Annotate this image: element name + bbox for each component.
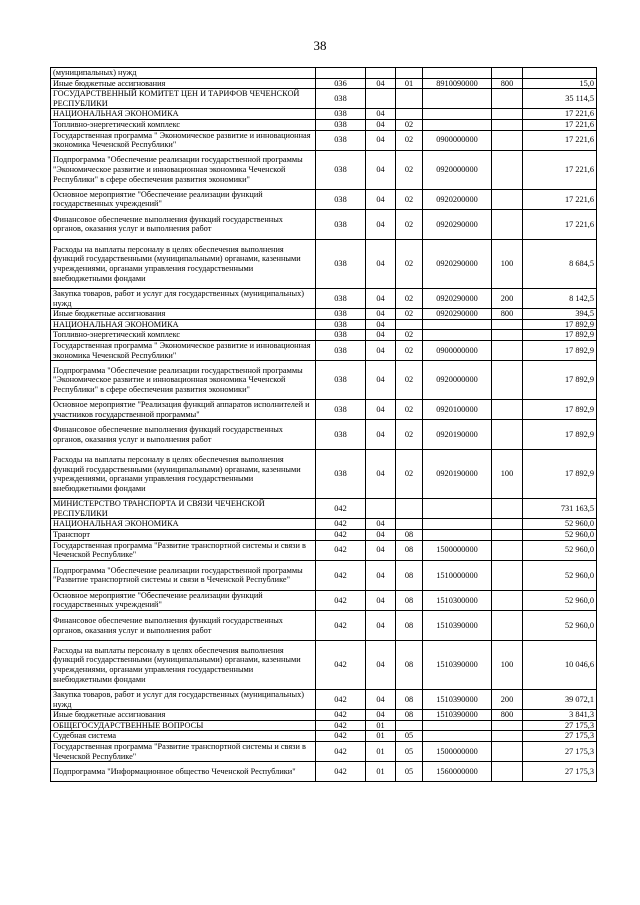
row-amount-cell: 17 221,6 [523, 209, 597, 239]
table-row [51, 519, 597, 530]
row-subsection-cell: 02 [396, 420, 423, 450]
row-grbs-cell: 042 [316, 762, 366, 782]
table-row [51, 590, 597, 610]
row-subsection-cell [396, 109, 423, 120]
row-target-article-cell [423, 519, 492, 530]
row-subsection-cell: 02 [396, 119, 423, 130]
row-target-article-cell: 1510390000 [423, 641, 492, 690]
row-section-cell: 04 [366, 109, 396, 120]
row-section-cell: 04 [366, 590, 396, 610]
row-subsection-cell: 02 [396, 450, 423, 499]
row-grbs-cell: 042 [316, 641, 366, 690]
row-amount-cell [523, 68, 597, 79]
row-subsection-cell: 08 [396, 690, 423, 710]
row-section-cell: 01 [366, 720, 396, 731]
table-row [51, 450, 597, 499]
row-expense-type-cell: 800 [492, 309, 523, 320]
row-target-article-cell [423, 720, 492, 731]
row-section-cell: 04 [366, 530, 396, 541]
row-target-article-cell: 0920290000 [423, 239, 492, 288]
row-amount-cell: 17 892,9 [523, 319, 597, 330]
table-row [51, 710, 597, 721]
table-row [51, 641, 597, 690]
table-row [51, 239, 597, 288]
row-target-article-cell: 0920000000 [423, 361, 492, 400]
row-target-article-cell [423, 89, 492, 109]
row-grbs-cell: 038 [316, 361, 366, 400]
row-expense-type-cell [492, 400, 523, 420]
table-row [51, 119, 597, 130]
row-amount-cell: 3 841,3 [523, 710, 597, 721]
row-amount-cell: 17 892,9 [523, 400, 597, 420]
row-subsection-cell: 02 [396, 209, 423, 239]
row-amount-cell: 17 892,9 [523, 450, 597, 499]
row-name-cell: Расходы на выплаты персоналу в целях обеспечения выполнения функций государственными (муниципальными) органами, казенными учреждениями, органами управления государственными внебюджетными фондами [51, 641, 316, 690]
row-grbs-cell: 042 [316, 540, 366, 560]
row-section-cell: 04 [366, 560, 396, 590]
row-expense-type-cell [492, 742, 523, 762]
row-amount-cell: 52 960,0 [523, 530, 597, 541]
table-row [51, 130, 597, 150]
row-name-cell: Судебная система [51, 731, 316, 742]
row-section-cell: 04 [366, 150, 396, 189]
row-subsection-cell: 08 [396, 611, 423, 641]
row-target-article-cell [423, 499, 492, 519]
row-subsection-cell: 02 [396, 361, 423, 400]
table-row [51, 288, 597, 308]
row-name-cell: Закупка товаров, работ и услуг для государственных (муниципальных) нужд [51, 690, 316, 710]
row-subsection-cell: 05 [396, 742, 423, 762]
row-name-cell: Государственная программа "Развитие транспортной системы и связи в Чеченской Республике" [51, 540, 316, 560]
row-subsection-cell: 01 [396, 78, 423, 89]
row-expense-type-cell [492, 340, 523, 360]
row-grbs-cell: 042 [316, 742, 366, 762]
row-target-article-cell: 0920200000 [423, 189, 492, 209]
table-row [51, 309, 597, 320]
row-amount-cell: 52 960,0 [523, 611, 597, 641]
row-section-cell: 04 [366, 690, 396, 710]
row-grbs-cell: 042 [316, 499, 366, 519]
row-expense-type-cell [492, 499, 523, 519]
row-section-cell: 04 [366, 239, 396, 288]
row-subsection-cell: 08 [396, 710, 423, 721]
row-expense-type-cell [492, 89, 523, 109]
row-subsection-cell [396, 319, 423, 330]
row-expense-type-cell: 100 [492, 239, 523, 288]
row-target-article-cell: 1510000000 [423, 560, 492, 590]
row-subsection-cell: 02 [396, 330, 423, 341]
row-expense-type-cell: 100 [492, 641, 523, 690]
row-expense-type-cell [492, 611, 523, 641]
row-section-cell: 04 [366, 330, 396, 341]
row-amount-cell: 52 960,0 [523, 540, 597, 560]
row-name-cell: Закупка товаров, работ и услуг для государственных (муниципальных) нужд [51, 288, 316, 308]
row-amount-cell: 52 960,0 [523, 519, 597, 530]
row-name-cell: НАЦИОНАЛЬНАЯ ЭКОНОМИКА [51, 109, 316, 120]
row-subsection-cell [396, 68, 423, 79]
row-target-article-cell: 1510390000 [423, 611, 492, 641]
row-expense-type-cell [492, 530, 523, 541]
row-section-cell: 04 [366, 319, 396, 330]
row-amount-cell: 27 175,3 [523, 762, 597, 782]
row-subsection-cell [396, 499, 423, 519]
row-grbs-cell: 042 [316, 731, 366, 742]
row-name-cell: Транспорт [51, 530, 316, 541]
budget-table-body [51, 68, 597, 782]
row-section-cell: 04 [366, 288, 396, 308]
table-row [51, 762, 597, 782]
row-expense-type-cell [492, 150, 523, 189]
row-grbs-cell: 042 [316, 710, 366, 721]
row-grbs-cell: 038 [316, 239, 366, 288]
row-name-cell: Подпрограмма "Обеспечение реализации государственной программы "Экономическое развитие и инновационная экономика Чеченской Республики" в сфере обеспечения развития экономики" [51, 361, 316, 400]
row-amount-cell: 10 046,6 [523, 641, 597, 690]
table-row [51, 319, 597, 330]
row-grbs-cell: 042 [316, 611, 366, 641]
row-name-cell: Иные бюджетные ассигнования [51, 710, 316, 721]
row-grbs-cell: 038 [316, 209, 366, 239]
row-target-article-cell: 0920000000 [423, 150, 492, 189]
row-amount-cell: 35 114,5 [523, 89, 597, 109]
row-target-article-cell: 1500000000 [423, 540, 492, 560]
row-target-article-cell: 8910090000 [423, 78, 492, 89]
row-section-cell: 04 [366, 641, 396, 690]
row-expense-type-cell: 800 [492, 78, 523, 89]
row-name-cell: Государственная программа " Экономическое развитие и инновационная экономика Чеченской Республики" [51, 130, 316, 150]
row-section-cell: 04 [366, 309, 396, 320]
row-grbs-cell: 036 [316, 78, 366, 89]
row-subsection-cell: 02 [396, 150, 423, 189]
row-target-article-cell: 0920100000 [423, 400, 492, 420]
row-amount-cell: 17 221,6 [523, 109, 597, 120]
row-expense-type-cell [492, 119, 523, 130]
row-amount-cell: 17 892,9 [523, 420, 597, 450]
row-grbs-cell: 038 [316, 420, 366, 450]
row-grbs-cell: 038 [316, 189, 366, 209]
table-row [51, 400, 597, 420]
row-expense-type-cell: 800 [492, 710, 523, 721]
table-row [51, 560, 597, 590]
row-grbs-cell: 038 [316, 288, 366, 308]
row-name-cell: Подпрограмма "Обеспечение реализации государственной программы "Развитие транспортной системы и связи в Чеченской Республике" [51, 560, 316, 590]
row-grbs-cell: 038 [316, 319, 366, 330]
row-amount-cell: 17 892,9 [523, 361, 597, 400]
row-amount-cell: 17 221,6 [523, 130, 597, 150]
row-name-cell: Топливно-энергетический комплекс [51, 119, 316, 130]
row-section-cell [366, 68, 396, 79]
row-amount-cell: 15,0 [523, 78, 597, 89]
row-target-article-cell: 0920190000 [423, 420, 492, 450]
row-subsection-cell: 02 [396, 189, 423, 209]
row-expense-type-cell: 200 [492, 288, 523, 308]
row-subsection-cell: 02 [396, 309, 423, 320]
table-row [51, 530, 597, 541]
row-expense-type-cell [492, 420, 523, 450]
row-amount-cell: 52 960,0 [523, 560, 597, 590]
row-target-article-cell: 0900000000 [423, 130, 492, 150]
row-section-cell: 04 [366, 420, 396, 450]
row-amount-cell: 27 175,3 [523, 720, 597, 731]
row-grbs-cell: 038 [316, 130, 366, 150]
row-expense-type-cell: 200 [492, 690, 523, 710]
row-expense-type-cell [492, 590, 523, 610]
row-name-cell: Расходы на выплаты персоналу в целях обеспечения выполнения функций государственными (муниципальными) органами, казенными учреждениями, органами управления государственными внебюджетными фондами [51, 450, 316, 499]
row-expense-type-cell [492, 319, 523, 330]
row-expense-type-cell [492, 130, 523, 150]
row-name-cell: (муниципальных) нужд [51, 68, 316, 79]
table-row [51, 720, 597, 731]
row-target-article-cell [423, 319, 492, 330]
row-expense-type-cell [492, 519, 523, 530]
table-row [51, 109, 597, 120]
row-subsection-cell: 08 [396, 590, 423, 610]
row-target-article-cell: 0920290000 [423, 209, 492, 239]
row-grbs-cell: 038 [316, 89, 366, 109]
row-target-article-cell [423, 731, 492, 742]
row-grbs-cell: 038 [316, 309, 366, 320]
row-section-cell: 04 [366, 361, 396, 400]
row-subsection-cell [396, 720, 423, 731]
row-grbs-cell: 042 [316, 720, 366, 731]
row-name-cell: Топливно-энергетический комплекс [51, 330, 316, 341]
row-amount-cell: 17 892,9 [523, 340, 597, 360]
page-number: 38 [313, 38, 327, 53]
table-row [51, 68, 597, 79]
row-subsection-cell: 08 [396, 641, 423, 690]
row-section-cell: 04 [366, 611, 396, 641]
table-row [51, 420, 597, 450]
table-row [51, 540, 597, 560]
row-grbs-cell: 038 [316, 450, 366, 499]
row-target-article-cell: 0900000000 [423, 340, 492, 360]
row-name-cell: Подпрограмма "Обеспечение реализации государственной программы "Экономическое развитие и инновационная экономика Чеченской Республики" в сфере обеспечения развития экономики" [51, 150, 316, 189]
row-expense-type-cell [492, 762, 523, 782]
row-name-cell: Финансовое обеспечение выполнения функций государственных органов, оказания услуг и выполнения работ [51, 611, 316, 641]
row-section-cell: 04 [366, 78, 396, 89]
row-grbs-cell: 042 [316, 690, 366, 710]
row-section-cell: 04 [366, 189, 396, 209]
row-subsection-cell: 08 [396, 530, 423, 541]
row-name-cell: Финансовое обеспечение выполнения функций государственных органов, оказания услуг и выполнения работ [51, 209, 316, 239]
row-grbs-cell: 042 [316, 519, 366, 530]
row-grbs-cell: 038 [316, 340, 366, 360]
row-amount-cell: 52 960,0 [523, 590, 597, 610]
row-name-cell: Основное мероприятие "Реализация функций аппаратов исполнителей и участников государственной программы" [51, 400, 316, 420]
row-section-cell [366, 89, 396, 109]
row-section-cell: 04 [366, 340, 396, 360]
row-section-cell: 04 [366, 519, 396, 530]
row-name-cell: Основное мероприятие "Обеспечение реализации функций государственных учреждений" [51, 590, 316, 610]
row-subsection-cell: 02 [396, 130, 423, 150]
row-amount-cell: 27 175,3 [523, 731, 597, 742]
row-name-cell: Расходы на выплаты персоналу в целях обеспечения выполнения функций государственными (муниципальными) органами, казенными учреждениями, органами управления государственными внебюджетными фондами [51, 239, 316, 288]
row-amount-cell: 8 142,5 [523, 288, 597, 308]
row-amount-cell: 27 175,3 [523, 742, 597, 762]
row-expense-type-cell [492, 361, 523, 400]
table-row [51, 742, 597, 762]
row-grbs-cell: 038 [316, 119, 366, 130]
row-section-cell: 04 [366, 450, 396, 499]
row-section-cell: 04 [366, 209, 396, 239]
row-name-cell: Основное мероприятие "Обеспечение реализации функций государственных учреждений" [51, 189, 316, 209]
row-amount-cell: 39 072,1 [523, 690, 597, 710]
row-grbs-cell: 042 [316, 530, 366, 541]
row-name-cell: Государственная программа "Развитие транспортной системы и связи в Чеченской Республике" [51, 742, 316, 762]
row-section-cell: 01 [366, 762, 396, 782]
row-expense-type-cell [492, 209, 523, 239]
table-row [51, 611, 597, 641]
row-name-cell: ОБЩЕГОСУДАРСТВЕННЫЕ ВОПРОСЫ [51, 720, 316, 731]
table-row [51, 330, 597, 341]
budget-table [50, 67, 597, 782]
row-subsection-cell: 05 [396, 762, 423, 782]
row-expense-type-cell [492, 560, 523, 590]
row-name-cell: НАЦИОНАЛЬНАЯ ЭКОНОМИКА [51, 519, 316, 530]
row-target-article-cell [423, 119, 492, 130]
row-target-article-cell: 0920290000 [423, 288, 492, 308]
row-grbs-cell: 038 [316, 109, 366, 120]
row-section-cell: 01 [366, 731, 396, 742]
row-expense-type-cell [492, 720, 523, 731]
row-subsection-cell [396, 519, 423, 530]
table-row [51, 189, 597, 209]
row-section-cell [366, 499, 396, 519]
row-target-article-cell [423, 330, 492, 341]
row-target-article-cell: 1500000000 [423, 742, 492, 762]
row-target-article-cell: 1510390000 [423, 690, 492, 710]
row-amount-cell: 394,5 [523, 309, 597, 320]
table-row [51, 150, 597, 189]
row-grbs-cell: 042 [316, 560, 366, 590]
table-row [51, 89, 597, 109]
row-amount-cell: 17 221,6 [523, 150, 597, 189]
row-expense-type-cell [492, 540, 523, 560]
row-target-article-cell: 1560000000 [423, 762, 492, 782]
row-expense-type-cell [492, 189, 523, 209]
table-row [51, 361, 597, 400]
row-name-cell: Иные бюджетные ассигнования [51, 78, 316, 89]
row-target-article-cell [423, 109, 492, 120]
row-name-cell: НАЦИОНАЛЬНАЯ ЭКОНОМИКА [51, 319, 316, 330]
row-target-article-cell: 1510390000 [423, 710, 492, 721]
row-section-cell: 04 [366, 400, 396, 420]
table-row [51, 340, 597, 360]
row-section-cell: 04 [366, 710, 396, 721]
row-name-cell: Иные бюджетные ассигнования [51, 309, 316, 320]
row-target-article-cell [423, 68, 492, 79]
table-row [51, 499, 597, 519]
row-target-article-cell [423, 530, 492, 541]
row-target-article-cell: 0920190000 [423, 450, 492, 499]
row-expense-type-cell: 100 [492, 450, 523, 499]
row-target-article-cell: 0920290000 [423, 309, 492, 320]
row-expense-type-cell [492, 109, 523, 120]
row-expense-type-cell [492, 330, 523, 341]
row-subsection-cell: 02 [396, 288, 423, 308]
row-subsection-cell: 02 [396, 239, 423, 288]
row-grbs-cell: 038 [316, 400, 366, 420]
row-subsection-cell: 02 [396, 400, 423, 420]
row-name-cell: Подпрограмма "Информационное общество Чеченской Республики" [51, 762, 316, 782]
table-row [51, 78, 597, 89]
row-amount-cell: 8 684,5 [523, 239, 597, 288]
row-amount-cell: 17 221,6 [523, 189, 597, 209]
row-section-cell: 04 [366, 130, 396, 150]
row-amount-cell: 17 221,6 [523, 119, 597, 130]
row-grbs-cell: 042 [316, 590, 366, 610]
row-grbs-cell: 038 [316, 150, 366, 189]
row-name-cell: ГОСУДАРСТВЕННЫЙ КОМИТЕТ ЦЕН И ТАРИФОВ ЧЕЧЕНСКОЙ РЕСПУБЛИКИ [51, 89, 316, 109]
row-subsection-cell: 02 [396, 340, 423, 360]
row-section-cell: 04 [366, 540, 396, 560]
row-section-cell: 04 [366, 119, 396, 130]
row-name-cell: Государственная программа " Экономическое развитие и инновационная экономика Чеченской Республики" [51, 340, 316, 360]
table-row [51, 690, 597, 710]
row-name-cell: Финансовое обеспечение выполнения функций государственных органов, оказания услуг и выполнения работ [51, 420, 316, 450]
row-amount-cell: 17 892,9 [523, 330, 597, 341]
row-subsection-cell: 08 [396, 560, 423, 590]
row-grbs-cell [316, 68, 366, 79]
row-subsection-cell: 05 [396, 731, 423, 742]
row-expense-type-cell [492, 68, 523, 79]
row-target-article-cell: 1510300000 [423, 590, 492, 610]
row-grbs-cell: 038 [316, 330, 366, 341]
row-amount-cell: 731 163,5 [523, 499, 597, 519]
row-subsection-cell [396, 89, 423, 109]
table-row [51, 731, 597, 742]
row-name-cell: МИНИСТЕРСТВО ТРАНСПОРТА И СВЯЗИ ЧЕЧЕНСКОЙ РЕСПУБЛИКИ [51, 499, 316, 519]
row-section-cell: 01 [366, 742, 396, 762]
row-expense-type-cell [492, 731, 523, 742]
table-row [51, 209, 597, 239]
row-subsection-cell: 08 [396, 540, 423, 560]
